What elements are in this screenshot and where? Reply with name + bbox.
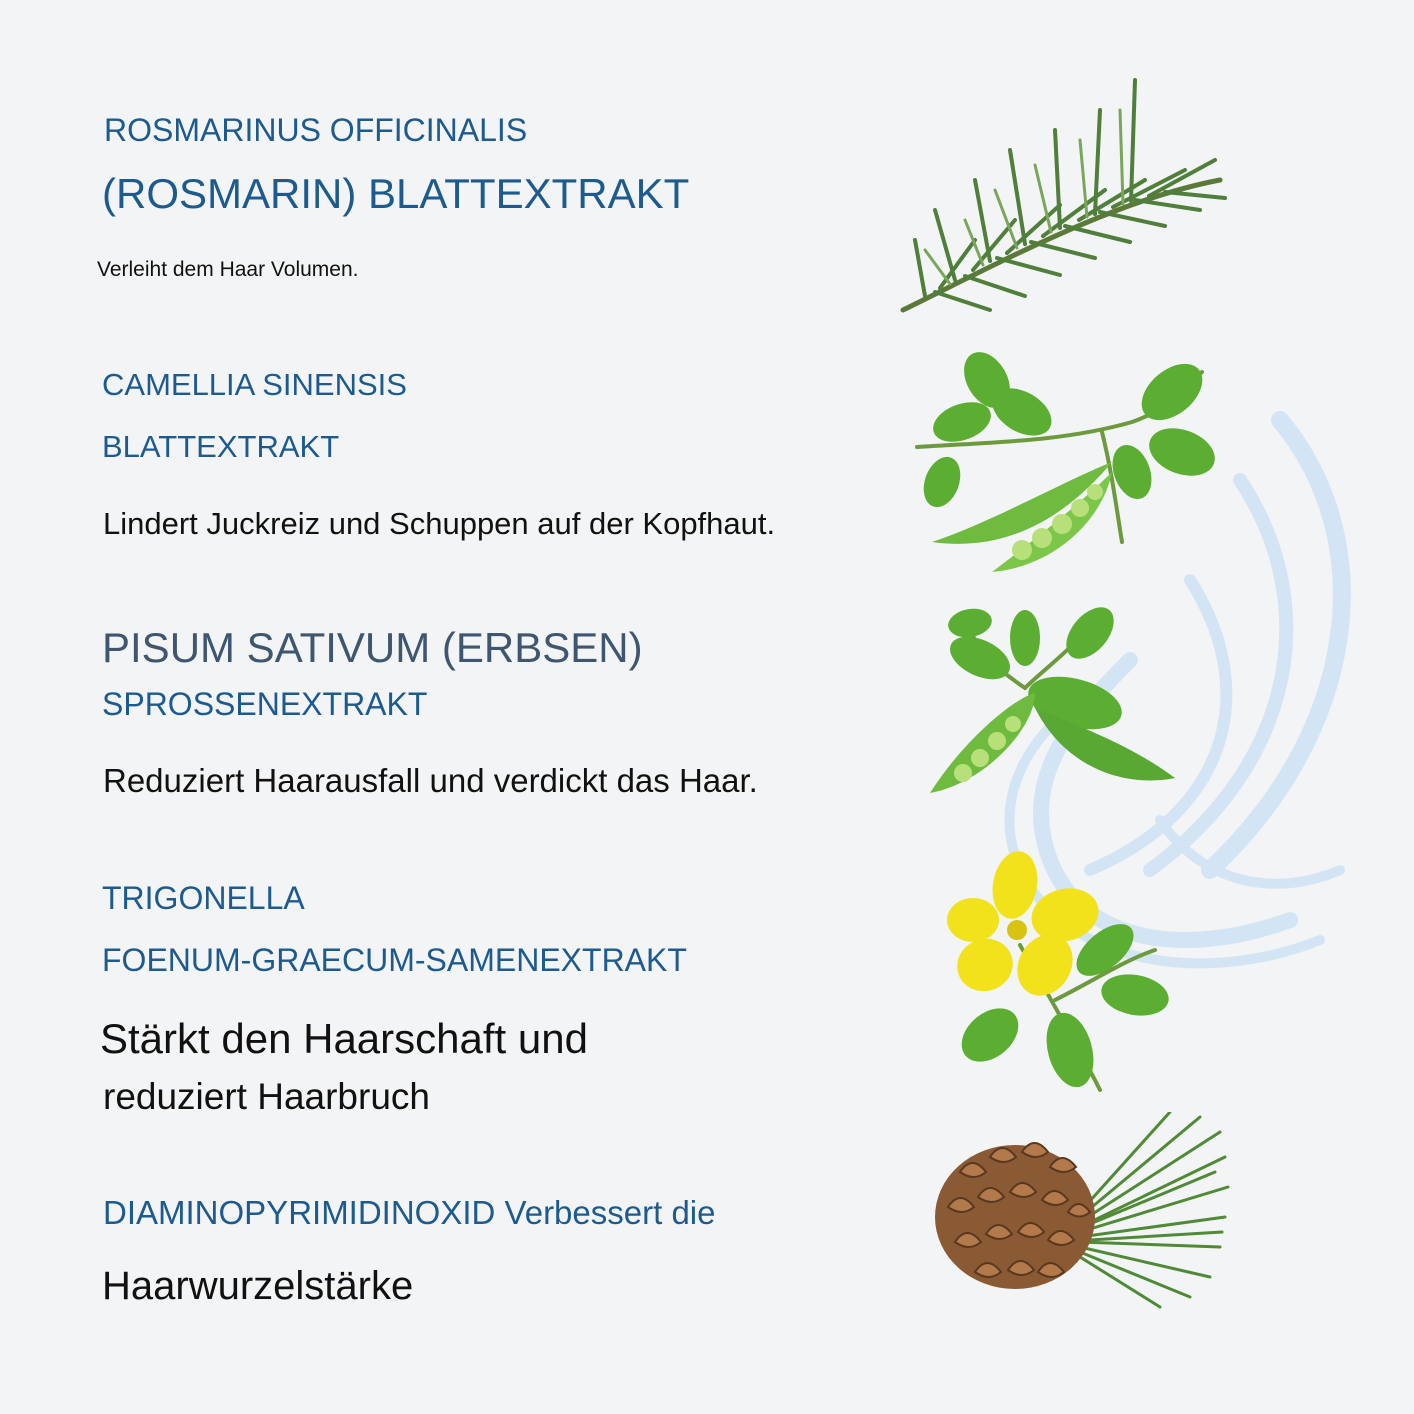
ingredient-2-title-line2: BLATTEXTRAKT [102,429,340,464]
ingredient-3-description: Reduziert Haarausfall und verdickt das Haar. [103,762,758,799]
ingredient-5-title: DIAMINOPYRIMIDINOXID Verbessert die [103,1194,716,1231]
ingredient-4-description-line1: Stärkt den Haarschaft und [100,1015,588,1062]
ingredient-4-description-line2: reduziert Haarbruch [103,1076,430,1117]
ingredient-3-title-line1: PISUM SATIVUM (ERBSEN) [102,624,643,671]
ingredient-1-title-line1: ROSMARINUS OFFICINALIS [104,112,528,148]
ingredient-1-description: Verleiht dem Haar Volumen. [97,258,359,281]
rosemary-sprig-icon [895,70,1230,320]
ingredient-1-title-line2: (ROSMARIN) BLATTEXTRAKT [102,170,690,217]
leaf-pea-pod-icon [912,352,1222,582]
pea-sprout-icon [925,598,1185,803]
ingredient-4-title-line2: FOENUM-GRAECUM-SAMENEXTRAKT [102,942,687,978]
ingredient-4-title-line1: TRIGONELLA [102,880,305,916]
ingredient-3-title-line2: SPROSSENEXTRAKT [102,686,428,722]
ingredient-2-description: Lindert Juckreiz und Schuppen auf der Kopfhaut. [103,506,776,541]
ingredient-5-description: Haarwurzelstärke [102,1264,414,1308]
yellow-flower-icon [945,850,1175,1095]
pine-cone-icon [930,1112,1230,1312]
ingredient-2-title-line1: CAMELLIA SINENSIS [102,367,407,402]
